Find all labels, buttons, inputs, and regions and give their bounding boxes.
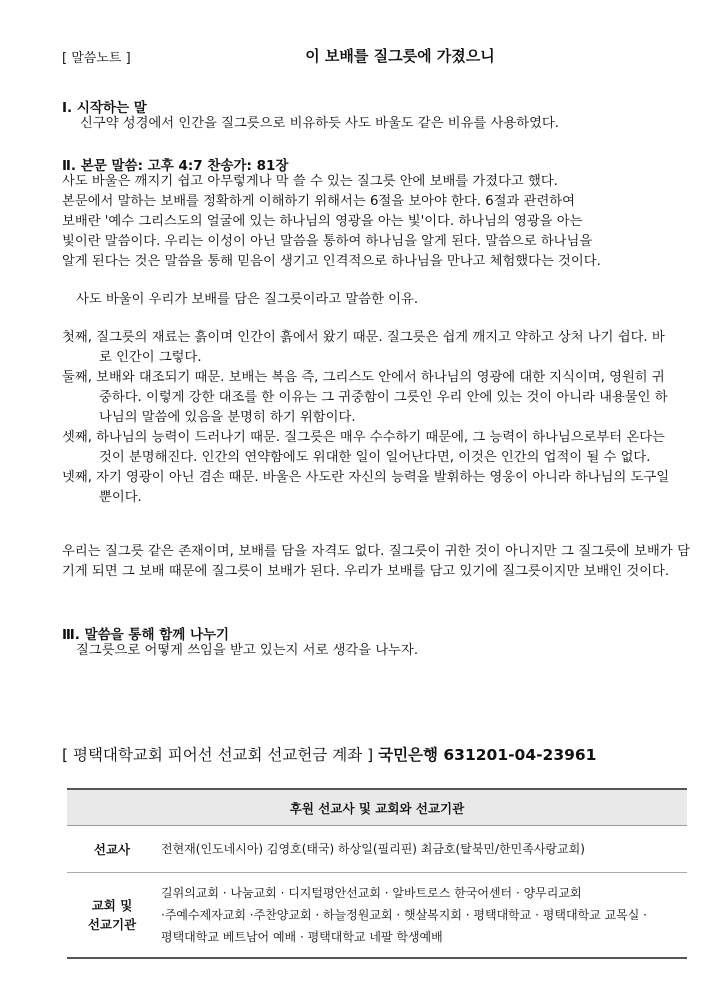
reason-item: 첫째, 질그릇의 재료는 흙이며 인간이 흙에서 왔기 때문. 질그릇은 쉽게 깨지고 약하고 상처 나기 쉽다. 바로 인간이 그렇다. (62, 330, 665, 365)
churches-line: 길위의교회 · 나눔교회 · 디지털평안선교회 · 알바트로스 한국어센터 · 양무리교회 (161, 886, 582, 900)
paragraph-line: 빛이란 말씀이다. 우리는 이성이 아닌 말씀을 통하여 하나님을 알게 된다. 말씀으로 하나님을 (62, 234, 593, 249)
section2-heading: Ⅱ. 본문 말씀: 고후 4:7 찬송가: 81장 (62, 158, 289, 174)
reason-item: 넷째, 자기 영광이 아닌 겸손 때문. 바울은 사도란 자신의 능력을 발휘하는 영웅이 아니라 하나님의 도구일 뿐이다. (62, 470, 670, 505)
churches-list (157, 873, 687, 959)
account-line (62, 743, 596, 765)
reason-item: 둘째, 보배와 대조되기 때문. 보배는 복음 즉, 그리스도 안에서 하나님의 영광에 대한 지식이며, 영원히 귀중하다. 이렇게 강한 대조를 한 이유는 그 귀중함이 그릇인 우리 안에 있는 것이 아니라 내용물인 하나님의 말씀에 있음을 분명히 하기 위함이다. (62, 370, 668, 425)
churches-line: 평택대학교 베트남어 예배 · 평택대학교 네팔 학생예배 (161, 930, 443, 944)
section1-text: 신구약 성경에서 인간을 질그릇으로 비유하듯 사도 바울도 같은 비유를 사용하였다. (80, 116, 559, 131)
paragraph-line: 사도 바울은 깨지기 쉽고 아무렇게나 막 쓸 수 있는 질그릇 안에 보배를 가졌다고 했다. (62, 174, 558, 189)
reason-item: 셋째, 하나님의 능력이 드러나기 때문. 질그릇은 매우 수수하기 때문에, 그 능력이 하나님으로부터 온다는 것이 분명해진다. 인간의 연약함에도 위대한 일이 일어난다면, 이것은 인간의 업적이 될 수 없다. (62, 430, 665, 465)
paragraph-line: 본문에서 말하는 보배를 정확하게 이해하기 위해서는 6절을 보아야 한다. 6절과 관련하여 (62, 194, 575, 209)
reason-intro: 사도 바울이 우리가 보배를 담은 질그릇이라고 말씀한 이유. (76, 292, 419, 307)
paragraph-line: 알게 된다는 것은 말씀을 통해 믿음이 생기고 인격적으로 하나님을 만나고 체험했다는 것이다. (62, 254, 601, 269)
section1-heading: Ⅰ. 시작하는 말 (62, 100, 147, 116)
missionary-list: 전현재(인도네시아) 김영호(태국) 하상일(필리핀) 최금호(탈북민/한민족사랑교회) (157, 826, 687, 873)
missionary-label: 선교사 (67, 826, 157, 873)
section3-text: 질그릇으로 어떻게 쓰임을 받고 있는지 서로 생각을 나누자. (76, 643, 419, 658)
note-label: [ 말씀노트 ] (62, 51, 131, 66)
churches-label-line: 선교기관 (87, 917, 137, 932)
support-table-header: 후원 선교사 및 교회와 선교기관 (67, 789, 687, 826)
section3-heading: Ⅲ. 말씀을 통해 함께 나누기 (62, 627, 230, 643)
support-table (67, 788, 687, 959)
conclusion-paragraph: 우리는 질그릇 같은 존재이며, 보배를 담을 자격도 없다. 질그릇이 귀한 것이 아니지만 그 질그릇에 보배가 담기게 되면 그 보배 때문에 질그릇이 보배가 된다. 우리가 보배를 담고 있기에 질그릇이지만 보배인 것이다. (62, 544, 690, 579)
reason-list (62, 328, 670, 508)
section2-paragraph (62, 172, 601, 272)
account-number: 국민은행 631201-04-23961 (378, 746, 597, 764)
churches-label-line: 교회 및 (91, 898, 133, 913)
paragraph-line: 보배란 '예수 그리스도의 얼굴에 있는 하나님의 영광을 아는 빛'이다. 하나님의 영광을 아는 (62, 214, 583, 229)
churches-line: ·주예수제자교회 ·주찬양교회 · 하늘정원교회 · 햇살복지회 · 평택대학교 · 평택대학교 교목실 · (161, 908, 647, 922)
account-label: [ 평택대학교회 피어선 선교회 선교헌금 계좌 ] (62, 746, 374, 764)
page-title: 이 보배를 질그릇에 가졌으니 (305, 47, 495, 65)
churches-label (67, 873, 157, 959)
